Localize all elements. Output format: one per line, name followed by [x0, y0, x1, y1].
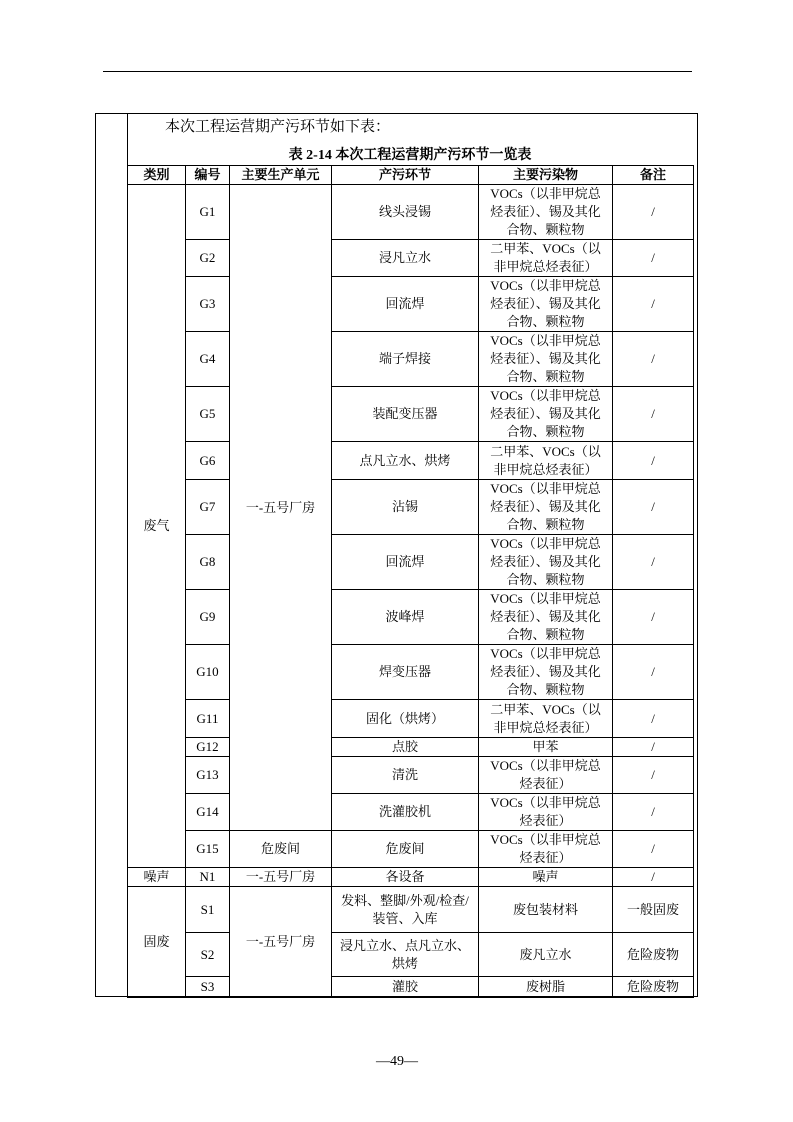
process-cell: 回流焊 [332, 535, 479, 590]
note-cell: / [613, 480, 694, 535]
process-cell: 固化（烘烤） [332, 700, 479, 738]
code-cell: G13 [186, 757, 230, 794]
process-cell: 灌胶 [332, 977, 479, 998]
table-row [128, 387, 694, 442]
note-cell: / [613, 387, 694, 442]
note-cell: / [613, 831, 694, 868]
process-cell: 洗灌胶机 [332, 794, 479, 831]
pollutant-cell: 废包装材料 [479, 887, 613, 933]
code-cell: G1 [186, 185, 230, 240]
pollutant-cell: VOCs（以非甲烷总烃表征）、锡及其化合物、颗粒物 [479, 645, 613, 700]
code-cell: G2 [186, 240, 230, 277]
table-header-row [128, 166, 694, 185]
table-row [128, 590, 694, 645]
unit-cell-noise-plant: 一-五号厂房 [230, 868, 332, 887]
table-row [128, 757, 694, 794]
note-cell: / [613, 332, 694, 387]
code-cell: G3 [186, 277, 230, 332]
table-row [128, 794, 694, 831]
code-cell: G11 [186, 700, 230, 738]
category-cell-solid: 固废 [128, 887, 186, 998]
process-cell: 各设备 [332, 868, 479, 887]
process-cell: 装配变压器 [332, 387, 479, 442]
table-row [128, 277, 694, 332]
pollutant-cell: VOCs（以非甲烷总烃表征）、锡及其化合物、颗粒物 [479, 535, 613, 590]
process-cell: 危废间 [332, 831, 479, 868]
table-row [128, 738, 694, 757]
table-row [128, 535, 694, 590]
code-cell: G9 [186, 590, 230, 645]
code-cell: G12 [186, 738, 230, 757]
pollutant-cell: VOCs（以非甲烷总烃表征） [479, 757, 613, 794]
pollutant-cell: 废凡立水 [479, 933, 613, 977]
pollutant-cell: VOCs（以非甲烷总烃表征） [479, 831, 613, 868]
pollutant-cell: 二甲苯、VOCs（以非甲烷总烃表征） [479, 240, 613, 277]
note-cell: 危险废物 [613, 977, 694, 998]
table-row [128, 185, 694, 240]
code-cell: G10 [186, 645, 230, 700]
header-code: 编号 [186, 166, 230, 185]
code-cell: G6 [186, 442, 230, 480]
code-cell: G8 [186, 535, 230, 590]
pollutant-cell: VOCs（以非甲烷总烃表征）、锡及其化合物、颗粒物 [479, 185, 613, 240]
note-cell: / [613, 794, 694, 831]
category-cell-gas: 废气 [128, 185, 186, 868]
code-cell: G15 [186, 831, 230, 868]
note-cell: / [613, 185, 694, 240]
table-row [128, 332, 694, 387]
header-rule [103, 71, 692, 72]
note-cell: / [613, 535, 694, 590]
table-row [128, 240, 694, 277]
process-cell: 焊变压器 [332, 645, 479, 700]
note-cell: / [613, 738, 694, 757]
header-category: 类别 [128, 166, 186, 185]
pollutant-cell: VOCs（以非甲烷总烃表征） [479, 794, 613, 831]
header-process: 产污环节 [332, 166, 479, 185]
process-cell: 浸凡立水 [332, 240, 479, 277]
page-number: —49— [376, 1054, 418, 1069]
table-row [128, 831, 694, 868]
process-cell: 波峰焊 [332, 590, 479, 645]
pollutant-cell: 甲苯 [479, 738, 613, 757]
note-cell: / [613, 442, 694, 480]
category-cell-noise: 噪声 [128, 868, 186, 887]
code-cell: S1 [186, 887, 230, 933]
unit-cell-solid-plant: 一-五号厂房 [230, 887, 332, 998]
code-cell: G4 [186, 332, 230, 387]
code-cell: G5 [186, 387, 230, 442]
process-cell: 浸凡立水、点凡立水、烘烤 [332, 933, 479, 977]
pollutant-cell: VOCs（以非甲烷总烃表征）、锡及其化合物、颗粒物 [479, 332, 613, 387]
pollutant-cell: 噪声 [479, 868, 613, 887]
table-row [128, 700, 694, 738]
pollutant-cell: 二甲苯、VOCs（以非甲烷总烃表征） [479, 442, 613, 480]
code-cell: S2 [186, 933, 230, 977]
note-cell: 一般固废 [613, 887, 694, 933]
header-pollutant: 主要污染物 [479, 166, 613, 185]
code-cell: G7 [186, 480, 230, 535]
code-cell: N1 [186, 868, 230, 887]
note-cell: / [613, 277, 694, 332]
table-row [128, 480, 694, 535]
note-cell: / [613, 590, 694, 645]
pollutant-cell: VOCs（以非甲烷总烃表征）、锡及其化合物、颗粒物 [479, 277, 613, 332]
process-cell: 点凡立水、烘烤 [332, 442, 479, 480]
code-cell: G14 [186, 794, 230, 831]
table-row [128, 645, 694, 700]
process-cell: 清洗 [332, 757, 479, 794]
table-row [128, 887, 694, 933]
note-cell: / [613, 645, 694, 700]
pollutant-cell: 二甲苯、VOCs（以非甲烷总烃表征） [479, 700, 613, 738]
unit-cell-gas-plant: 一-五号厂房 [230, 185, 332, 831]
note-cell: / [613, 757, 694, 794]
table-row [128, 442, 694, 480]
table-title: 表 2-14 本次工程运营期产污环节一览表 [288, 148, 532, 163]
table-row [128, 868, 694, 887]
pollutant-cell: VOCs（以非甲烷总烃表征）、锡及其化合物、颗粒物 [479, 480, 613, 535]
intro-text: 本次工程运营期产污环节如下表： [165, 119, 391, 135]
code-cell: S3 [186, 977, 230, 998]
table-row [128, 933, 694, 977]
process-cell: 点胶 [332, 738, 479, 757]
note-cell: / [613, 240, 694, 277]
process-cell: 回流焊 [332, 277, 479, 332]
pollutant-cell: 废树脂 [479, 977, 613, 998]
process-cell: 沾锡 [332, 480, 479, 535]
process-cell: 线头浸锡 [332, 185, 479, 240]
table-row [128, 977, 694, 998]
pollutant-cell: VOCs（以非甲烷总烃表征）、锡及其化合物、颗粒物 [479, 387, 613, 442]
unit-cell-hazard-store: 危废间 [230, 831, 332, 868]
note-cell: / [613, 700, 694, 738]
header-unit: 主要生产单元 [230, 166, 332, 185]
note-cell: / [613, 868, 694, 887]
process-cell: 端子焊接 [332, 332, 479, 387]
process-cell: 发料、整脚/外观/检查/装管、入库 [332, 887, 479, 933]
pollution-table [127, 165, 694, 998]
header-note: 备注 [613, 166, 694, 185]
pollutant-cell: VOCs（以非甲烷总烃表征）、锡及其化合物、颗粒物 [479, 590, 613, 645]
note-cell: 危险废物 [613, 933, 694, 977]
